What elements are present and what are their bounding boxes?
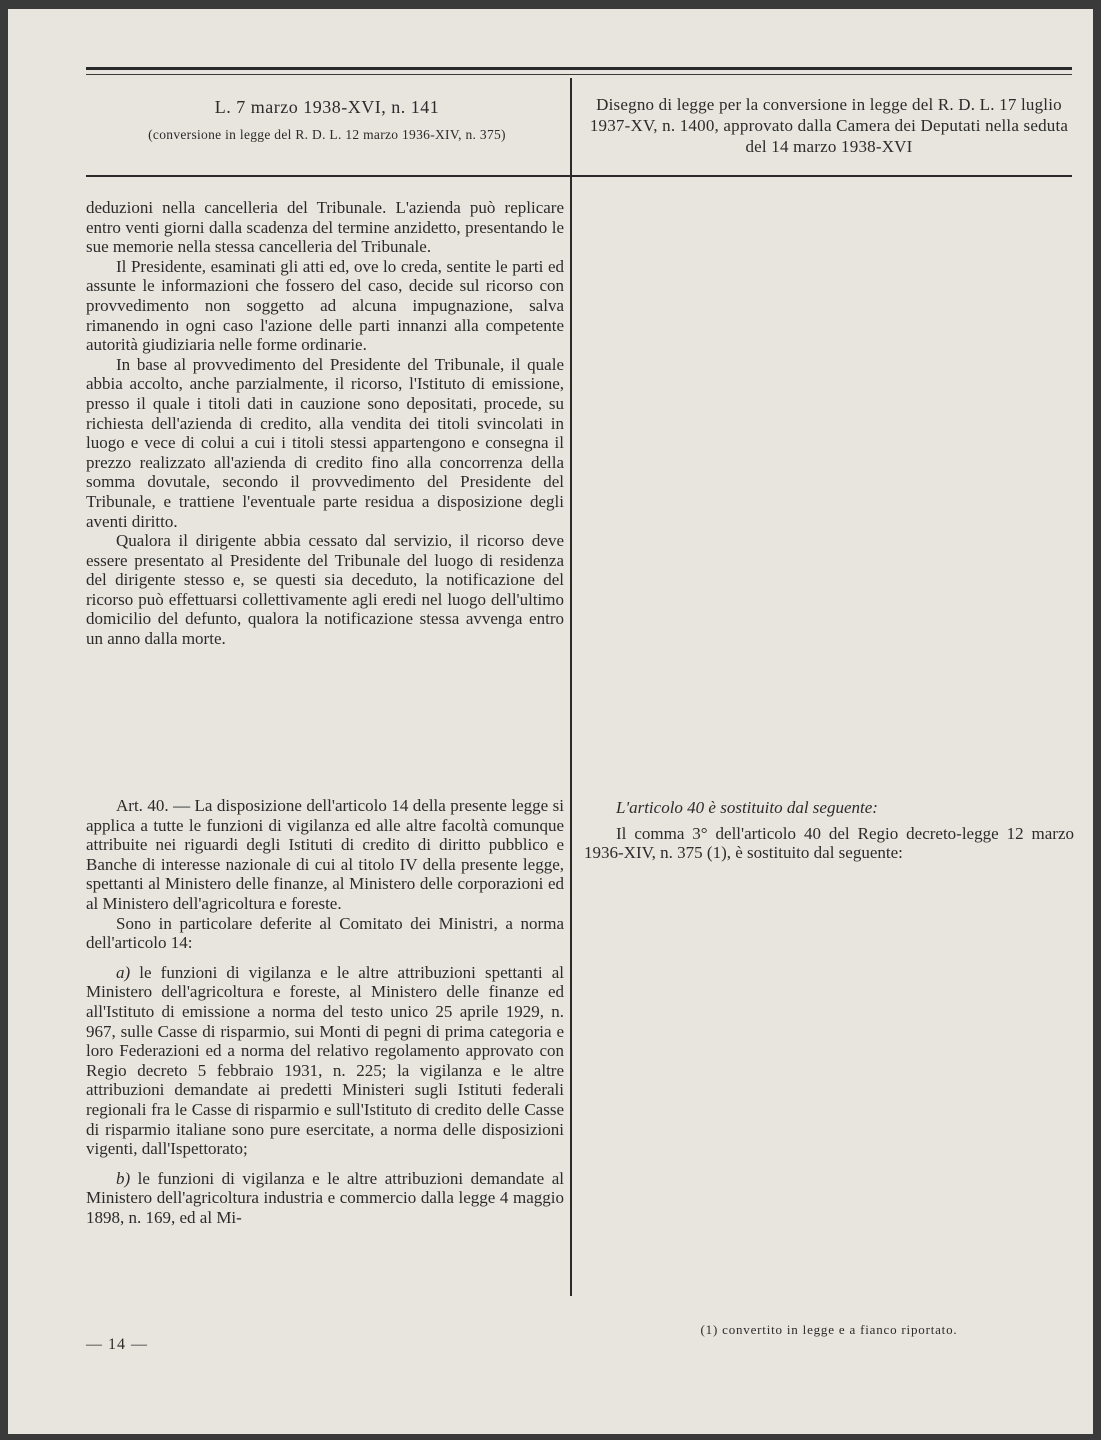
right-intro: L'articolo 40 è sostituito dal seguente: <box>616 798 878 817</box>
header-left-title: L. 7 marzo 1938-XVI, n. 141 <box>214 97 440 117</box>
list-text: le funzioni di vigilanza e le altre attribuzioni demandate al Ministero dell'agricoltura industria e commercio dalla legge 4 maggio 1898, n. 169, ed al Mi- <box>86 1168 564 1227</box>
header-right-title: Disegno di legge per la conversione in legge del R. D. L. 17 luglio 1937-XV, n. 1400, approvato dalla Camera dei Deputati nella seduta del 14 marzo 1938-XVI <box>589 95 1069 156</box>
paragraph: deduzioni nella cancelleria del Tribunale. L'azienda può replicare entro venti giorni dalla scadenza del termine anzidetto, presentando le sue memorie nella stessa cancelleria del Tribunale. <box>86 198 564 257</box>
left-column-upper <box>86 198 564 649</box>
list-item-a <box>86 963 564 1159</box>
list-text: le funzioni di vigilanza e le altre attribuzioni spettanti al Ministero dell'agricoltura e foreste, al Ministero delle finanze ed all'Istituto di emissione a norma del testo unico 25 aprile 1929, n. 967, sulle Casse di risparmio, sui Monti di pegni di prima categoria e loro Federazioni ed a norma del relativo regolamento approvato con Regio decreto 5 febbraio 1931, n. 225; la vigilanza e le altre attribuzioni demandate ai predetti Ministeri sugli Istituti federali regionali fra le Casse di risparmio e sull'Istituto di credito delle Casse di risparmio italiane sono pure esercitate, a norma delle disposizioni vigenti, dall'Ispettorato; <box>86 962 564 1159</box>
column-divider <box>570 78 572 1296</box>
header-left-subtitle: (conversione in legge del R. D. L. 12 marzo 1936-XIV, n. 375) <box>148 127 506 142</box>
right-column <box>584 798 1074 863</box>
left-column-article-40 <box>86 796 564 1227</box>
article-paragraph: Art. 40. — La disposizione dell'articolo 14 della presente legge si applica a tutte le funzioni di vigilanza ed alle altre facoltà comunque attribuite nei riguardi degli Istituti di credito di diritto pubblico e Banche di interesse nazionale di cui al titolo IV della presente legge, spettanti al Ministero delle finanze, al Ministero delle corporazioni ed al Ministero dell'agricoltura e foreste. <box>86 796 564 913</box>
header-rule-bottom <box>86 175 1072 177</box>
right-paragraph: Il comma 3° dell'articolo 40 del Regio decreto-legge 12 marzo 1936-XIV, n. 375 (1), è sostituito dal seguente: <box>584 823 1074 863</box>
paragraph: Qualora il dirigente abbia cessato dal servizio, il ricorso deve essere presentato al Presidente del Tribunale del luogo di residenza del dirigente stesso e, se questi sia deceduto, la notificazione del ricorso può effettuarsi collettivamente agli eredi nel luogo dell'ultimo domicilio del defunto, qualora la notificazione stessa avvenga entro un anno dalla morte. <box>86 531 564 649</box>
list-marker: b) <box>116 1168 131 1188</box>
article-paragraph: Sono in particolare deferite al Comitato dei Ministri, a norma dell'articolo 14: <box>86 913 564 953</box>
header-rule-thin <box>86 74 1072 75</box>
header-rule-thick <box>86 67 1072 70</box>
list-item-b <box>86 1169 564 1228</box>
paragraph: In base al provvedimento del Presidente del Tribunale, il quale abbia accolto, anche parzialmente, il ricorso, l'Istituto di emissione, presso il quale i titoli dati in cauzione sono depositati, procede, su richiesta dell'azienda di credito, alla vendita dei titoli svincolati in luogo e vece di colui a cui i titoli stessi appartengono e consegna il prezzo realizzato all'azienda di credito fino alla concorrenza della somma dovutale, secondo il provvedimento del Presidente del Tribunale, e trattiene l'eventuale parte residua a disposizione degli aventi diritto. <box>86 354 564 531</box>
footnote: (1) convertito in legge e a fianco riportato. <box>700 1322 958 1337</box>
paragraph: Il Presidente, esaminati gli atti ed, ove lo creda, sentite le parti ed assunte le informazioni che fossero del caso, decide sul ricorso con provvedimento non soggetto ad alcuna impugnazione, salva rimanendo in ogni caso l'azione delle parti innanzi alla competente autorità giudiziaria nelle forme ordinarie. <box>86 256 564 355</box>
list-marker: a) <box>116 962 131 982</box>
page-number: — 14 — <box>86 1336 148 1353</box>
